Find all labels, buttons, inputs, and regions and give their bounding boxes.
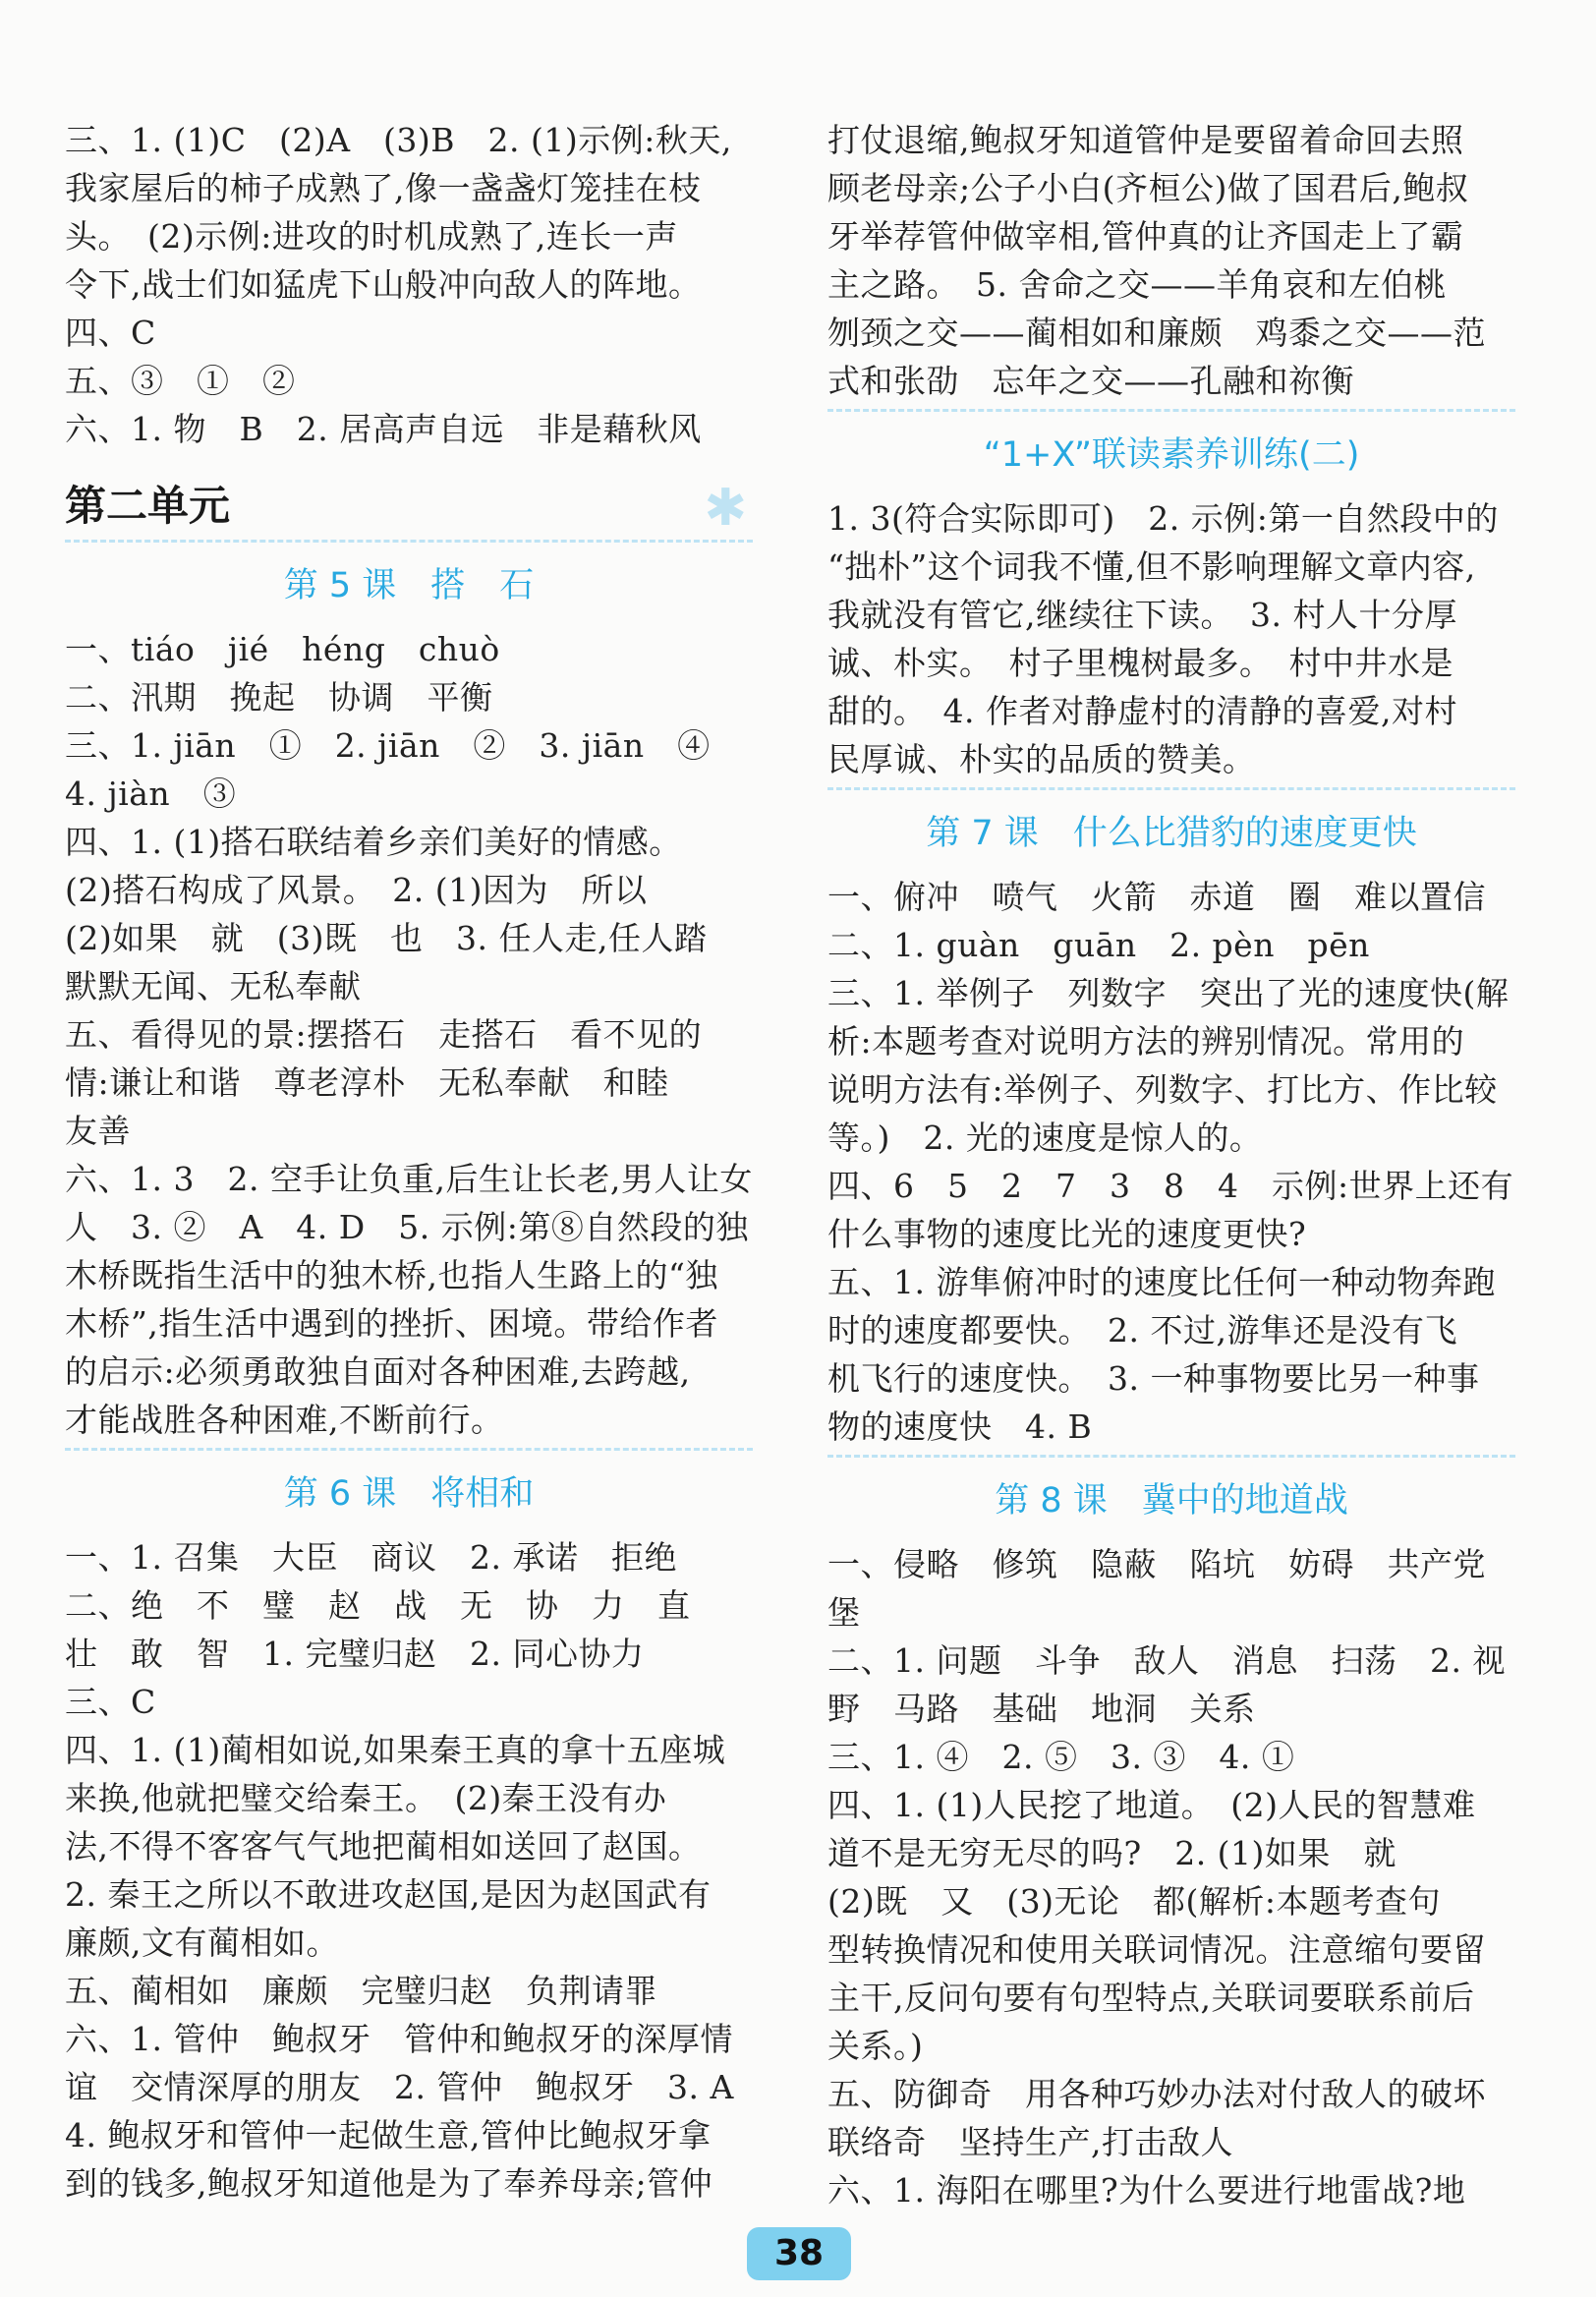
answer-line: 四、1. (1)搭石联结着乡亲们美好的情感。 <box>65 823 682 861</box>
answer-line: 关系。) <box>827 2027 924 2065</box>
answer-line: 谊 交情深厚的朋友 2. 管仲 鲍叔牙 3. A <box>65 2068 734 2106</box>
answer-line: 五、蔺相如 廉颇 完璧归赵 负荆请罪 <box>65 1972 657 2010</box>
answer-line: 令下,战士们如猛虎下山般冲向敌人的阵地。 <box>65 265 702 304</box>
answer-line: 来换,他就把璧交给秦王。 (2)秦王没有办 <box>65 1779 667 1817</box>
answer-line: 的启示:必须勇敢独自面对各种困难,去跨越, <box>65 1352 691 1391</box>
lesson-7-answers <box>827 873 1515 1451</box>
answer-line: 型转换情况和使用关联词情况。注意缩句要留 <box>827 1930 1486 1969</box>
answer-line: 六、1. 物 B 2. 居高声自远 非是藉秋风 <box>65 410 702 448</box>
lesson-6-answers <box>65 1533 753 2208</box>
lesson-6-title: 第 6 课 将相和 <box>283 1474 535 1514</box>
answer-line: 机飞行的速度快。 3. 一种事物要比另一种事 <box>827 1359 1480 1398</box>
answer-line: 刎颈之交——蔺相如和廉颇 鸡黍之交——范 <box>827 314 1486 352</box>
answer-line: 三、1. 举例子 列数字 突出了光的速度快(解 <box>827 974 1510 1012</box>
answer-line: 主之路。 5. 舍命之交——羊角哀和左伯桃 <box>827 265 1447 304</box>
answer-line: 4. jiàn ③ <box>65 775 237 813</box>
answer-line: 三、1. ④ 2. ⑤ 3. ③ 4. ① <box>827 1738 1295 1776</box>
answer-line: 牙举荐管仲做宰相,管仲真的让齐国走上了霸 <box>827 217 1464 256</box>
answer-line: 一、tiáo jié héng chuò <box>65 630 500 668</box>
divider <box>827 409 1515 412</box>
answer-line: 六、1. 3 2. 空手让负重,后生让长老,男人让女 <box>65 1160 753 1198</box>
answer-line: 木桥既指生活中的独木桥,也指人生路上的“独 <box>65 1256 718 1294</box>
lesson-8-title: 第 8 课 冀中的地道战 <box>995 1481 1348 1521</box>
answer-line: 物的速度快 4. B <box>827 1407 1093 1446</box>
answer-line: 4. 鲍叔牙和管仲一起做生意,管仲比鲍叔牙拿 <box>65 2116 712 2154</box>
answer-line: 打仗退缩,鲍叔牙知道管仲是要留着命回去照 <box>827 121 1464 159</box>
answer-line: 联络奇 坚持生产,打击敌人 <box>827 2123 1233 2161</box>
star-icon: ✱ <box>704 479 747 538</box>
answer-line: 一、俯冲 喷气 火箭 赤道 圈 难以置信 <box>827 878 1486 916</box>
answer-line: 2. 秦王之所以不敢进攻赵国,是因为赵国武有 <box>65 1875 712 1914</box>
lesson-8-answers <box>827 1540 1515 2214</box>
answer-line: 诚、朴实。 村子里槐树最多。 村中井水是 <box>827 644 1454 682</box>
answer-line: 顾老母亲;公子小白(齐桓公)做了国君后,鲍叔 <box>827 169 1469 207</box>
answer-line: 六、1. 海阳在哪里?为什么要进行地雷战?地 <box>827 2171 1466 2210</box>
lianDu-answers <box>827 494 1515 783</box>
page-number: 38 <box>747 2227 851 2280</box>
left-column <box>65 116 753 2210</box>
answer-line: 壮 敢 智 1. 完璧归赵 2. 同心协力 <box>65 1635 645 1673</box>
answer-line: (2)如果 就 (3)既 也 3. 任人走,任人踏 <box>65 919 708 957</box>
answer-line: 民厚诚、朴实的品质的赞美。 <box>827 740 1256 778</box>
answer-line: 五、防御奇 用各种巧妙办法对付敌人的破坏 <box>827 2075 1486 2113</box>
unit-title <box>65 477 753 536</box>
answer-line: 一、1. 召集 大臣 商议 2. 承诺 拒绝 <box>65 1538 677 1577</box>
divider <box>827 787 1515 790</box>
answer-line: 人 3. ② A 4. D 5. 示例:第⑧自然段的独 <box>65 1208 749 1246</box>
answer-line: 五、③ ① ② <box>65 362 296 400</box>
answer-line: 木桥”,指生活中遇到的挫折、困境。带给作者 <box>65 1304 718 1343</box>
answer-line: 头。 (2)示例:进攻的时机成熟了,连长一声 <box>65 217 678 256</box>
answer-line: 什么事物的速度比光的速度更快? <box>827 1215 1307 1253</box>
lianDu-title: “1+X”联读素养训练(二) <box>983 435 1360 475</box>
answer-line: 廉颇,文有蔺相如。 <box>65 1924 339 1962</box>
answer-line: 友善 <box>65 1112 131 1150</box>
answer-line: 五、1. 游隼俯冲时的速度比任何一种动物奔跑 <box>827 1263 1496 1301</box>
lesson-5-title: 第 5 课 搭 石 <box>283 566 535 605</box>
answer-line: 四、1. (1)人民挖了地道。 (2)人民的智慧难 <box>827 1786 1476 1824</box>
answer-line: 二、1. 问题 斗争 敌人 消息 扫荡 2. 视 <box>827 1641 1506 1680</box>
answer-line: 六、1. 管仲 鲍叔牙 管仲和鲍叔牙的深厚情 <box>65 2020 733 2058</box>
answer-line: 四、1. (1)蔺相如说,如果秦王真的拿十五座城 <box>65 1731 726 1769</box>
answer-line: 三、1. (1)C (2)A (3)B 2. (1)示例:秋天, <box>65 121 732 159</box>
answer-line: 时的速度都要快。 2. 不过,游隼还是没有飞 <box>827 1311 1457 1349</box>
divider <box>65 540 753 543</box>
answer-line: 四、6 5 2 7 3 8 4 示例:世界上还有 <box>827 1167 1514 1205</box>
answer-line: 法,不得不客客气气地把蔺相如送回了赵国。 <box>65 1827 702 1866</box>
answer-line: (2)搭石构成了风景。 2. (1)因为 所以 <box>65 871 648 909</box>
answer-line: 情:谦让和谐 尊老淳朴 无私奉献 和睦 <box>65 1063 669 1102</box>
lesson-7-title: 第 7 课 什么比猎豹的速度更快 <box>926 814 1417 853</box>
answer-line: 二、1. guàn guān 2. pèn pēn <box>827 926 1370 964</box>
divider <box>827 1455 1515 1458</box>
lesson-5-answers <box>65 625 753 1444</box>
answer-line: 说明方法有:举例子、列数字、打比方、作比较 <box>827 1070 1498 1109</box>
answer-line: 道不是无穷无尽的吗? 2. (1)如果 就 <box>827 1834 1396 1872</box>
lesson-6-continued <box>827 116 1515 405</box>
answer-line: 式和张劭 忘年之交——孔融和祢衡 <box>827 362 1354 400</box>
prev-unit-answers <box>65 116 753 453</box>
answer-line: 四、C <box>65 314 156 352</box>
answer-line: 五、看得见的景:摆搭石 走搭石 看不见的 <box>65 1015 703 1054</box>
answer-line: 析:本题考查对说明方法的辨别情况。常用的 <box>827 1022 1465 1061</box>
answer-line: 到的钱多,鲍叔牙知道他是为了奉养母亲;管仲 <box>65 2164 713 2203</box>
answer-line: 甜的。 4. 作者对静虚村的清静的喜爱,对村 <box>827 692 1457 730</box>
answer-line: 我就没有管它,继续往下读。 3. 村人十分厚 <box>827 596 1457 634</box>
answer-line: 三、1. jiān ① 2. jiān ② 3. jiān ④ <box>65 726 711 765</box>
answer-line: 二、汛期 挽起 协调 平衡 <box>65 678 493 717</box>
unit-title-text: 第二单元 <box>65 482 231 530</box>
answer-line: 我家屋后的柿子成熟了,像一盏盏灯笼挂在枝 <box>65 169 702 207</box>
answer-line: 堡 <box>827 1593 861 1632</box>
divider <box>65 1448 753 1451</box>
answer-line: 主干,反问句要有句型特点,关联词要联系前后 <box>827 1979 1475 2017</box>
answer-line: 二、绝 不 璧 赵 战 无 协 力 直 <box>65 1586 691 1625</box>
answer-line: 等。) 2. 光的速度是惊人的。 <box>827 1119 1263 1157</box>
answer-line: 1. 3(符合实际即可) 2. 示例:第一自然段中的 <box>827 499 1499 538</box>
answer-line: 默默无闻、无私奉献 <box>65 967 362 1005</box>
right-column <box>827 116 1515 2216</box>
answer-line: “拙朴”这个词我不懂,但不影响理解文章内容, <box>827 547 1476 586</box>
answer-line: 一、侵略 修筑 隐蔽 陷坑 妨碍 共产党 <box>827 1545 1486 1583</box>
answer-line: (2)既 又 (3)无论 都(解析:本题考查句 <box>827 1882 1441 1921</box>
answer-line: 三、C <box>65 1683 156 1721</box>
answer-line: 野 马路 基础 地洞 关系 <box>827 1690 1256 1728</box>
answer-line: 才能战胜各种困难,不断前行。 <box>65 1401 504 1439</box>
